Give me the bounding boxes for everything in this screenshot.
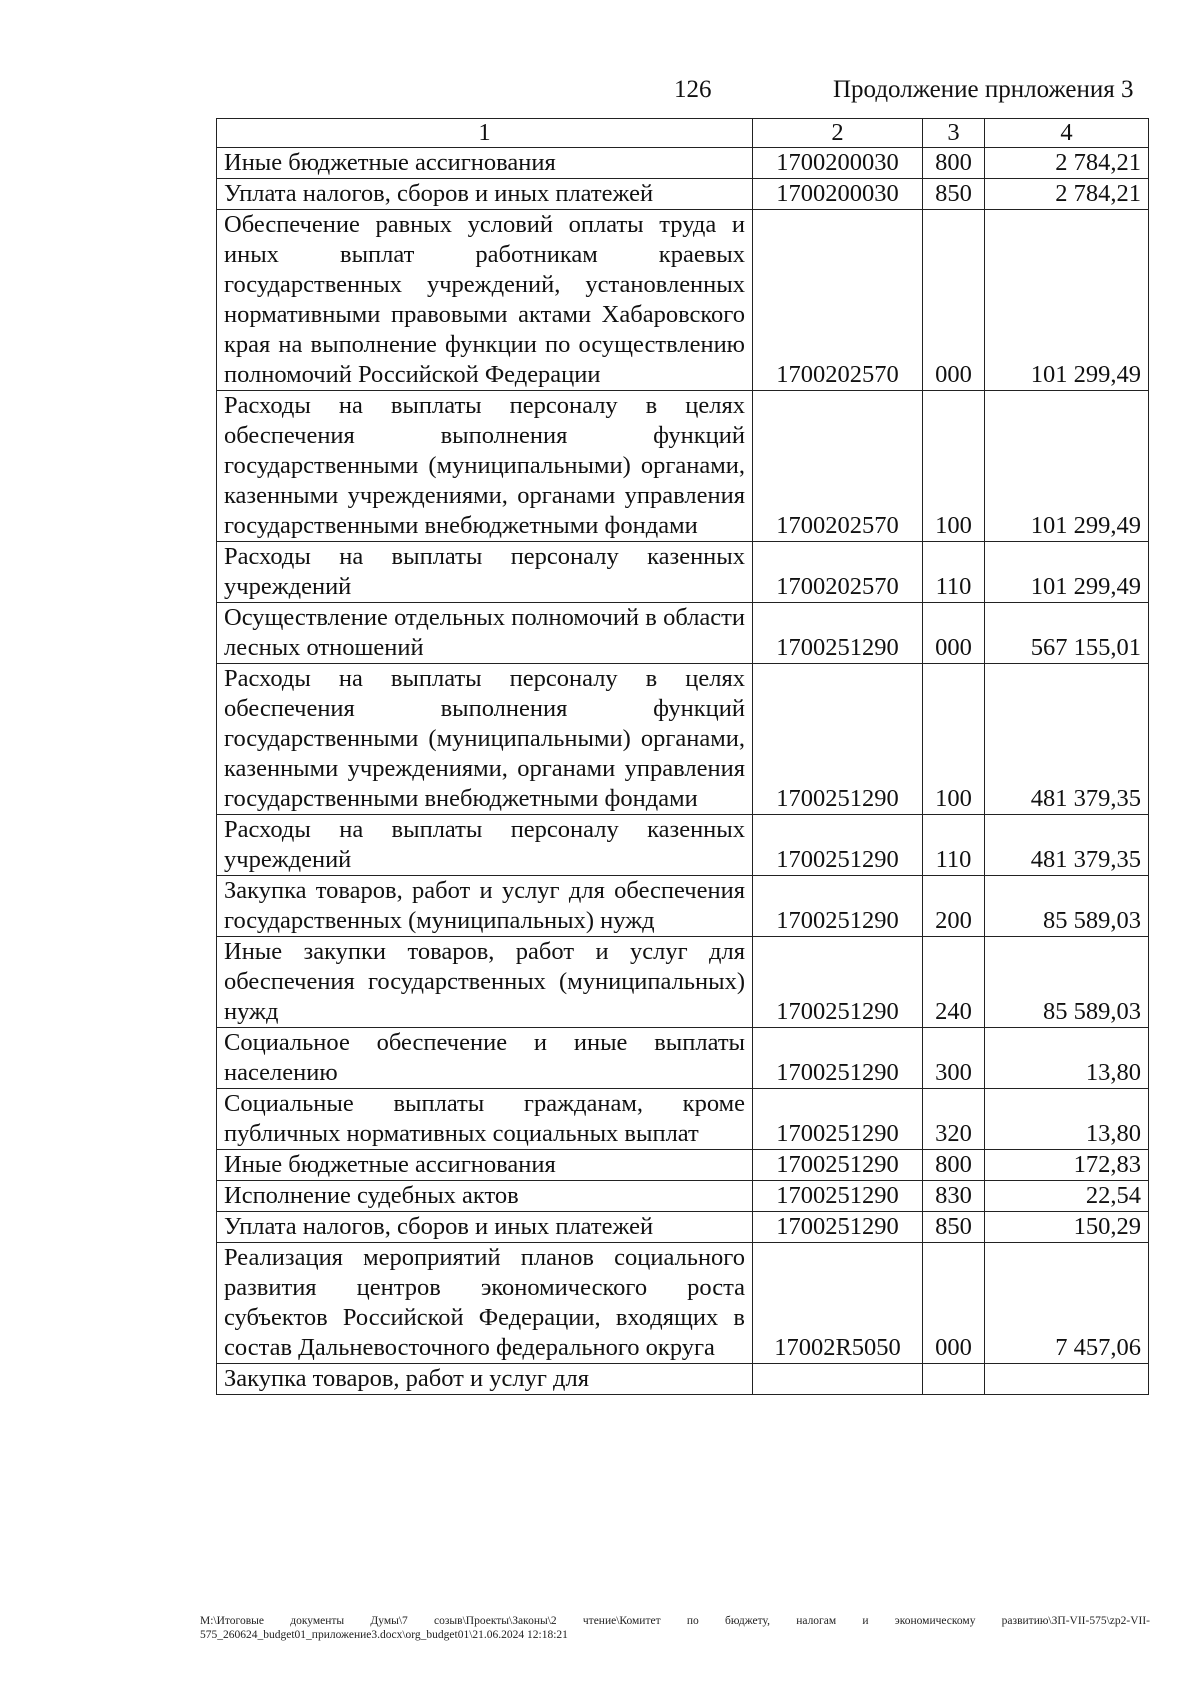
- row-code: 17002R5050: [753, 1243, 923, 1364]
- row-amount: 172,83: [985, 1150, 1149, 1181]
- budget-table: [216, 118, 1149, 1395]
- row-code: 1700202570: [753, 542, 923, 603]
- table-row: [217, 148, 1149, 179]
- row-code: 1700202570: [753, 391, 923, 542]
- row-amount: 7 457,06: [985, 1243, 1149, 1364]
- row-vr: 000: [923, 210, 985, 391]
- row-name: Расходы на выплаты персоналу в целях обеспечения выполнения функций государственными (муниципальными) органами, казенными учреждениями, органами управления государственными внебюджетными фондами: [217, 391, 753, 542]
- row-amount: 481 379,35: [985, 664, 1149, 815]
- row-name: Социальное обеспечение и иные выплаты населению: [217, 1028, 753, 1089]
- row-vr: 800: [923, 1150, 985, 1181]
- row-code: 1700251290: [753, 815, 923, 876]
- row-code: 1700202570: [753, 210, 923, 391]
- row-vr: 850: [923, 1212, 985, 1243]
- table-row: [217, 1212, 1149, 1243]
- table-row: [217, 876, 1149, 937]
- row-name: Обеспечение равных условий оплаты труда и иных выплат работникам краевых государственных учреждений, установленных нормативными правовыми актами Хабаровского края на выполнение функции по осуществлению полномочий Российской Федерации: [217, 210, 753, 391]
- row-amount: 85 589,03: [985, 876, 1149, 937]
- row-amount: 101 299,49: [985, 391, 1149, 542]
- row-amount: 481 379,35: [985, 815, 1149, 876]
- row-name: Расходы на выплаты персоналу казенных учреждений: [217, 815, 753, 876]
- row-code: 1700251290: [753, 876, 923, 937]
- table-row: [217, 815, 1149, 876]
- row-name: Закупка товаров, работ и услуг для обеспечения государственных (муниципальных) нужд: [217, 876, 753, 937]
- row-code: 1700200030: [753, 179, 923, 210]
- row-code: 1700251290: [753, 1089, 923, 1150]
- row-name: Социальные выплаты гражданам, кроме публичных нормативных социальных выплат: [217, 1089, 753, 1150]
- row-vr: 240: [923, 937, 985, 1028]
- row-name: Исполнение судебных актов: [217, 1181, 753, 1212]
- row-name: Расходы на выплаты персоналу в целях обеспечения выполнения функций государственными (муниципальными) органами, казенными учреждениями, органами управления государственными внебюджетными фондами: [217, 664, 753, 815]
- column-header-vr: 3: [923, 119, 985, 148]
- row-code: [753, 1364, 923, 1395]
- table-row: [217, 391, 1149, 542]
- row-amount: 101 299,49: [985, 542, 1149, 603]
- row-name: Реализация мероприятий планов социального развития центров экономического роста субъектов Российской Федерации, входящих в состав Дальневосточного федерального округа: [217, 1243, 753, 1364]
- row-name: Иные бюджетные ассигнования: [217, 1150, 753, 1181]
- page-number: 126: [674, 76, 712, 103]
- row-amount: 85 589,03: [985, 937, 1149, 1028]
- row-vr: 100: [923, 391, 985, 542]
- row-name: Уплата налогов, сборов и иных платежей: [217, 1212, 753, 1243]
- row-code: 1700251290: [753, 1181, 923, 1212]
- row-name: Иные бюджетные ассигнования: [217, 148, 753, 179]
- table-row: [217, 1243, 1149, 1364]
- table-row: [217, 542, 1149, 603]
- row-vr: 850: [923, 179, 985, 210]
- row-vr: 000: [923, 1243, 985, 1364]
- row-vr: 100: [923, 664, 985, 815]
- table-row: [217, 1150, 1149, 1181]
- row-name: Закупка товаров, работ и услуг для: [217, 1364, 753, 1395]
- header-row: [217, 119, 1149, 148]
- table-row: [217, 179, 1149, 210]
- table-row: [217, 664, 1149, 815]
- row-vr: 830: [923, 1181, 985, 1212]
- row-amount: 13,80: [985, 1089, 1149, 1150]
- row-vr: 110: [923, 542, 985, 603]
- table-row: [217, 603, 1149, 664]
- column-header-amount: 4: [985, 119, 1149, 148]
- table-row: [217, 1181, 1149, 1212]
- table-row: [217, 937, 1149, 1028]
- table-row: [217, 210, 1149, 391]
- row-code: 1700251290: [753, 1212, 923, 1243]
- row-vr: [923, 1364, 985, 1395]
- row-amount: 567 155,01: [985, 603, 1149, 664]
- row-vr: 110: [923, 815, 985, 876]
- row-name: Уплата налогов, сборов и иных платежей: [217, 179, 753, 210]
- footer-file-path: M:\Итоговые документы Думы\7 созыв\Проекты\Законы\2 чтение\Комитет по бюджету, налогам и экономическому развитию\ЗП-VII-575\zp2-VII-575_260624_budget01_приложение3.docx\org_budget01\21.06.2024 12:18:21: [200, 1615, 1150, 1641]
- row-name: Иные закупки товаров, работ и услуг для обеспечения государственных (муниципальных) нужд: [217, 937, 753, 1028]
- table-row: [217, 1089, 1149, 1150]
- row-code: 1700251290: [753, 1028, 923, 1089]
- table-row: [217, 1028, 1149, 1089]
- row-name: Осуществление отдельных полномочий в области лесных отношений: [217, 603, 753, 664]
- row-code: 1700251290: [753, 603, 923, 664]
- row-amount: 2 784,21: [985, 148, 1149, 179]
- row-vr: 800: [923, 148, 985, 179]
- row-amount: [985, 1364, 1149, 1395]
- table-row-cut: [217, 1364, 1149, 1395]
- column-header-name: 1: [217, 119, 753, 148]
- row-code: 1700251290: [753, 664, 923, 815]
- row-code: 1700200030: [753, 148, 923, 179]
- row-amount: 22,54: [985, 1181, 1149, 1212]
- row-name: Расходы на выплаты персоналу казенных учреждений: [217, 542, 753, 603]
- continuation-label: Продолжение прнложения 3: [833, 76, 1134, 103]
- row-amount: 13,80: [985, 1028, 1149, 1089]
- row-amount: 2 784,21: [985, 179, 1149, 210]
- table-body: [217, 148, 1149, 1395]
- row-amount: 101 299,49: [985, 210, 1149, 391]
- row-code: 1700251290: [753, 937, 923, 1028]
- column-header-code: 2: [753, 119, 923, 148]
- row-vr: 000: [923, 603, 985, 664]
- row-vr: 200: [923, 876, 985, 937]
- row-vr: 320: [923, 1089, 985, 1150]
- row-code: 1700251290: [753, 1150, 923, 1181]
- row-vr: 300: [923, 1028, 985, 1089]
- row-amount: 150,29: [985, 1212, 1149, 1243]
